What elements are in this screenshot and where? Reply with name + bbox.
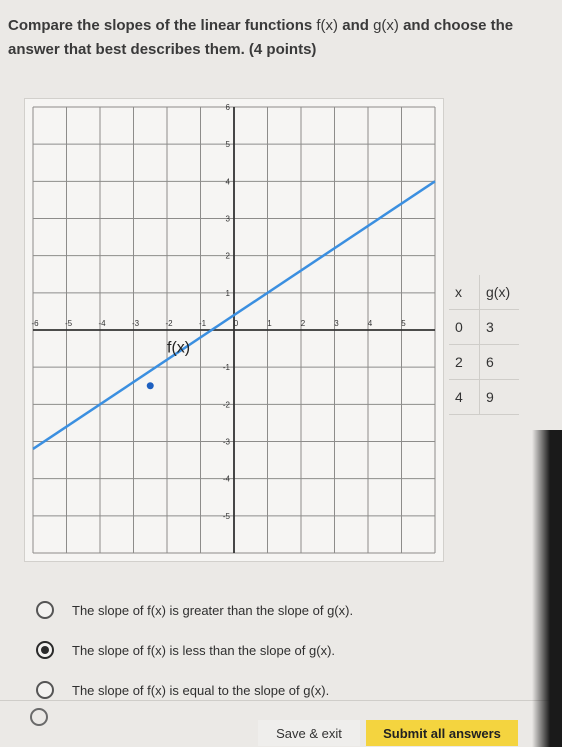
x-tick-label: 3 [334,319,339,328]
x-tick-label: -6 [31,319,39,328]
g-table-header-row [449,275,519,310]
g-table-cell-x: 0 [449,310,480,345]
submit-all-button[interactable]: Submit all answers [366,720,518,746]
answer-options [36,590,353,710]
x-tick-label: 4 [367,319,373,328]
question-text [8,14,548,62]
g-table [449,275,519,415]
radio-dot [41,646,49,654]
g-table-cell-x: 4 [449,380,480,415]
data-point [147,382,154,389]
radio-button[interactable] [36,601,54,619]
y-tick-label: -4 [222,474,230,484]
clock-icon[interactable] [30,708,48,726]
answer-option-greater[interactable] [36,590,353,630]
x-tick-label: -5 [64,319,73,328]
question-part3: and choose the answer that [8,17,514,58]
g-table-header-x: x [449,275,480,310]
question-fx: f(x) [316,17,339,34]
question-part2: and [338,17,374,34]
y-tick-label: 3 [225,214,230,224]
answer-option-label: The slope of f(x) is equal to the slope of g(x). [72,682,330,698]
radio-button[interactable] [36,681,54,699]
y-tick-label: 6 [225,103,230,112]
question-gx: g(x) [373,17,399,34]
x-tick-label: 5 [401,319,406,328]
f-label: f(x) [167,339,191,357]
x-tick-label: 1 [267,319,272,328]
g-table-header-gx: g(x) [480,275,520,310]
x-tick-label: -1 [198,319,207,328]
y-tick-label: 5 [225,140,230,150]
table-row [449,345,519,380]
y-tick-label: -2 [222,400,230,410]
g-table-cell-x: 2 [449,345,480,380]
answer-option-label: The slope of f(x) is greater than the slope of g(x). [72,602,354,618]
g-table-cell-gx: 6 [480,345,520,380]
y-tick-label: 1 [225,288,230,298]
graph-card [24,98,444,562]
answer-option-label: The slope of f(x) is less than the slope of g(x). [72,642,336,658]
x-tick-label: 2 [300,319,306,328]
answer-option-less[interactable] [36,630,353,670]
x-tick-label: -4 [98,319,106,328]
question-part4: describes them. (4 points) [126,41,317,58]
y-tick-label: 2 [225,251,230,261]
save-exit-button[interactable]: Save & exit [258,720,360,746]
footer-divider [0,700,562,701]
y-tick-label: -1 [222,363,230,373]
x-tick-label: -3 [131,319,140,328]
g-table-cell-gx: 3 [480,310,520,345]
table-row [449,380,519,415]
radio-button-selected[interactable] [36,641,54,659]
y-tick-label: 4 [225,177,230,187]
g-table-cell-gx: 9 [480,380,520,415]
question-best: best [95,41,127,58]
x-tick-label: -2 [165,319,173,328]
x-tick-label: 0 [233,319,239,328]
y-tick-label: -5 [222,511,230,521]
answer-option-equal[interactable] [36,670,353,710]
y-tick-label: -3 [222,437,230,447]
f-graph [25,99,443,561]
table-row [449,310,519,345]
question-part1: Compare the slopes of the linear functions [8,17,317,34]
screen-edge-shadow [532,430,562,747]
